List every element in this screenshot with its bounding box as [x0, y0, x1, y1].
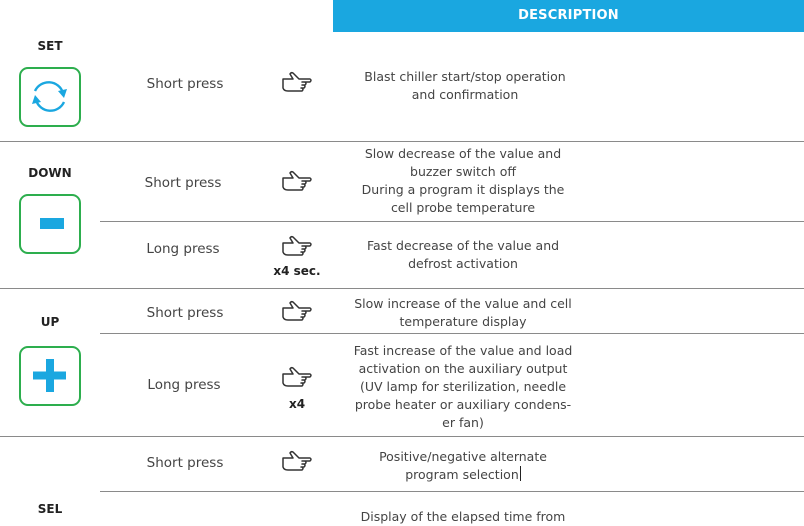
- sel-short-press-label: Short press: [146, 455, 224, 471]
- description-line: er fan): [442, 415, 484, 430]
- minus-icon: [21, 196, 78, 251]
- description-header: [333, 0, 804, 32]
- hand-press-icon: [280, 299, 314, 325]
- up-button[interactable]: [19, 346, 81, 406]
- description-line: and confirmation: [411, 87, 519, 102]
- up-short-press-description: [333, 295, 593, 331]
- set-short-press-description: [335, 68, 595, 104]
- row-divider: [100, 491, 804, 492]
- down-long-press-duration: x4 sec.: [273, 264, 321, 278]
- row-divider: [0, 141, 804, 142]
- row-divider: [100, 221, 804, 222]
- text-cursor: [520, 466, 521, 481]
- description-line: buzzer switch off: [410, 164, 516, 179]
- description-line: Display of the elapsed time from: [360, 509, 566, 524]
- down-short-press-label: Short press: [144, 175, 222, 191]
- description-line-text: program selection: [405, 467, 519, 482]
- sel-label: SEL: [37, 502, 63, 516]
- down-label: DOWN: [28, 166, 72, 180]
- up-long-press-duration: x4: [288, 397, 306, 411]
- hand-press-icon: [280, 169, 314, 195]
- sel-next-description: [333, 508, 593, 526]
- down-button[interactable]: [19, 194, 81, 254]
- row-divider: [0, 288, 804, 289]
- hand-press-icon: [280, 234, 314, 260]
- hand-press-icon: [280, 365, 314, 391]
- up-long-press-description: [333, 342, 593, 432]
- description-line: (UV lamp for sterilization, needle: [359, 379, 567, 394]
- description-line: activation on the auxiliary output: [358, 361, 568, 376]
- hand-press-icon: [280, 449, 314, 475]
- hand-press-icon: [280, 70, 314, 96]
- description-line: Fast decrease of the value and: [366, 238, 560, 253]
- set-button[interactable]: [19, 67, 81, 127]
- down-long-press-label: Long press: [146, 241, 220, 257]
- description-line: [333, 466, 593, 484]
- up-label: UP: [40, 315, 60, 329]
- description-line: Positive/negative alternate: [379, 449, 547, 464]
- plus-icon: [21, 348, 78, 403]
- sel-short-press-description: [333, 448, 593, 484]
- set-label: SET: [37, 39, 63, 53]
- description-line: Slow increase of the value and cell: [354, 296, 572, 311]
- description-line: probe heater or auxiliary condens-: [354, 397, 572, 412]
- up-short-press-label: Short press: [146, 305, 224, 321]
- row-divider: [0, 436, 804, 437]
- description-line: During a program it displays the: [361, 182, 565, 197]
- description-line: temperature display: [399, 314, 527, 329]
- down-short-press-description: [333, 145, 593, 217]
- refresh-icon: [21, 69, 78, 124]
- description-header-label: DESCRIPTION: [518, 8, 619, 23]
- description-line: Fast increase of the value and load: [353, 343, 573, 358]
- up-long-press-label: Long press: [147, 377, 221, 393]
- row-divider: [100, 333, 804, 334]
- description-line: Blast chiller start/stop operation: [364, 69, 566, 84]
- description-line: cell probe temperature: [390, 200, 536, 215]
- description-line: defrost activation: [408, 256, 518, 271]
- down-long-press-description: [333, 237, 593, 273]
- set-short-press-label: Short press: [146, 76, 224, 92]
- description-line: Slow decrease of the value and: [364, 146, 562, 161]
